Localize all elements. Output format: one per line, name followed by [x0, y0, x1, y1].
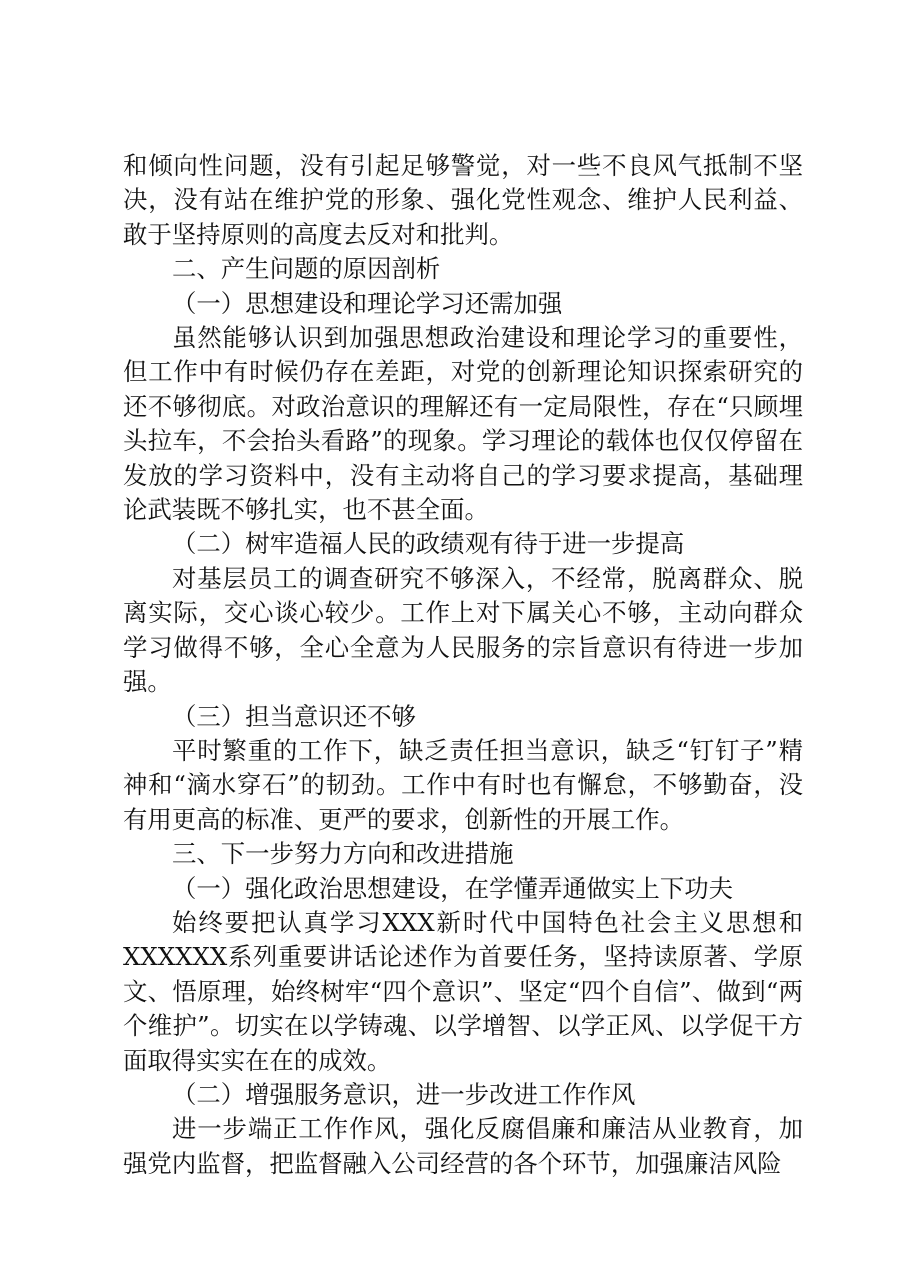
paragraph-political-thought: 始终要把认真学习XXX新时代中国特色社会主义思想和XXXXXX系列重要讲话论述作为首要任务，坚持读原著、学原文、悟原理，始终树牢“四个意识”、坚定“四个自信”、做到“两个维护”。切实在以学铸魂、以学增智、以学正风、以学促干方面取得实实在在的成效。	[123, 907, 803, 1075]
paragraph-service-awareness: 进一步端正工作作风，强化反腐倡廉和廉洁从业教育，加强党内监督，把监督融入公司经营的各个环节，加强廉洁风险	[123, 1114, 803, 1178]
subheading-performance-view: （二）树牢造福人民的政绩观有待于进一步提高	[172, 529, 685, 559]
section-heading-improvements: 三、下一步努力方向和改进措施	[172, 839, 514, 869]
subheading-responsibility: （三）担当意识还不够	[172, 701, 416, 731]
document-body	[123, 149, 803, 1181]
section-heading-causes: 二、产生问题的原因剖析	[172, 254, 441, 284]
paragraph-responsibility: 平时繁重的工作下，缺乏责任担当意识，缺乏“钉钉子”精神和“滴水穿石”的韧劲。工作中有时也有懈怠，不够勤奋，没有用更高的标准、更严的要求，创新性的开展工作。	[123, 735, 803, 834]
subheading-political-thought: （一）强化政治思想建设，在学懂弄通做实上下功夫	[172, 873, 733, 903]
subheading-theory-study: （一）思想建设和理论学习还需加强	[172, 288, 563, 318]
subheading-service-awareness: （二）增强服务意识，进一步改进工作作风	[172, 1079, 636, 1109]
paragraph-continuation: 和倾向性问题，没有引起足够警觉，对一些不良风气抵制不坚决，没有站在维护党的形象、强化党性观念、维护人民利益、敢于坚持原则的高度去反对和批判。	[123, 151, 803, 249]
paragraph-performance-view: 对基层员工的调查研究不够深入，不经常，脱离群众、脱离实际，交心谈心较少。工作上对下属关心不够，主动向群众学习做得不够，全心全意为人民服务的宗旨意识有待进一步加强。	[123, 563, 803, 697]
paragraph-theory-study: 虽然能够认识到加强思想政治建设和理论学习的重要性，但工作中有时候仍存在差距，对党的创新理论知识探索研究的还不够彻底。对政治意识的理解还有一定局限性，存在“只顾埋头拉车，不会抬头看路”的现象。学习理论的载体也仅仅停留在发放的学习资料中，没有主动将自己的学习要求提高，基础理论武装既不够扎实，也不甚全面。	[123, 323, 803, 525]
